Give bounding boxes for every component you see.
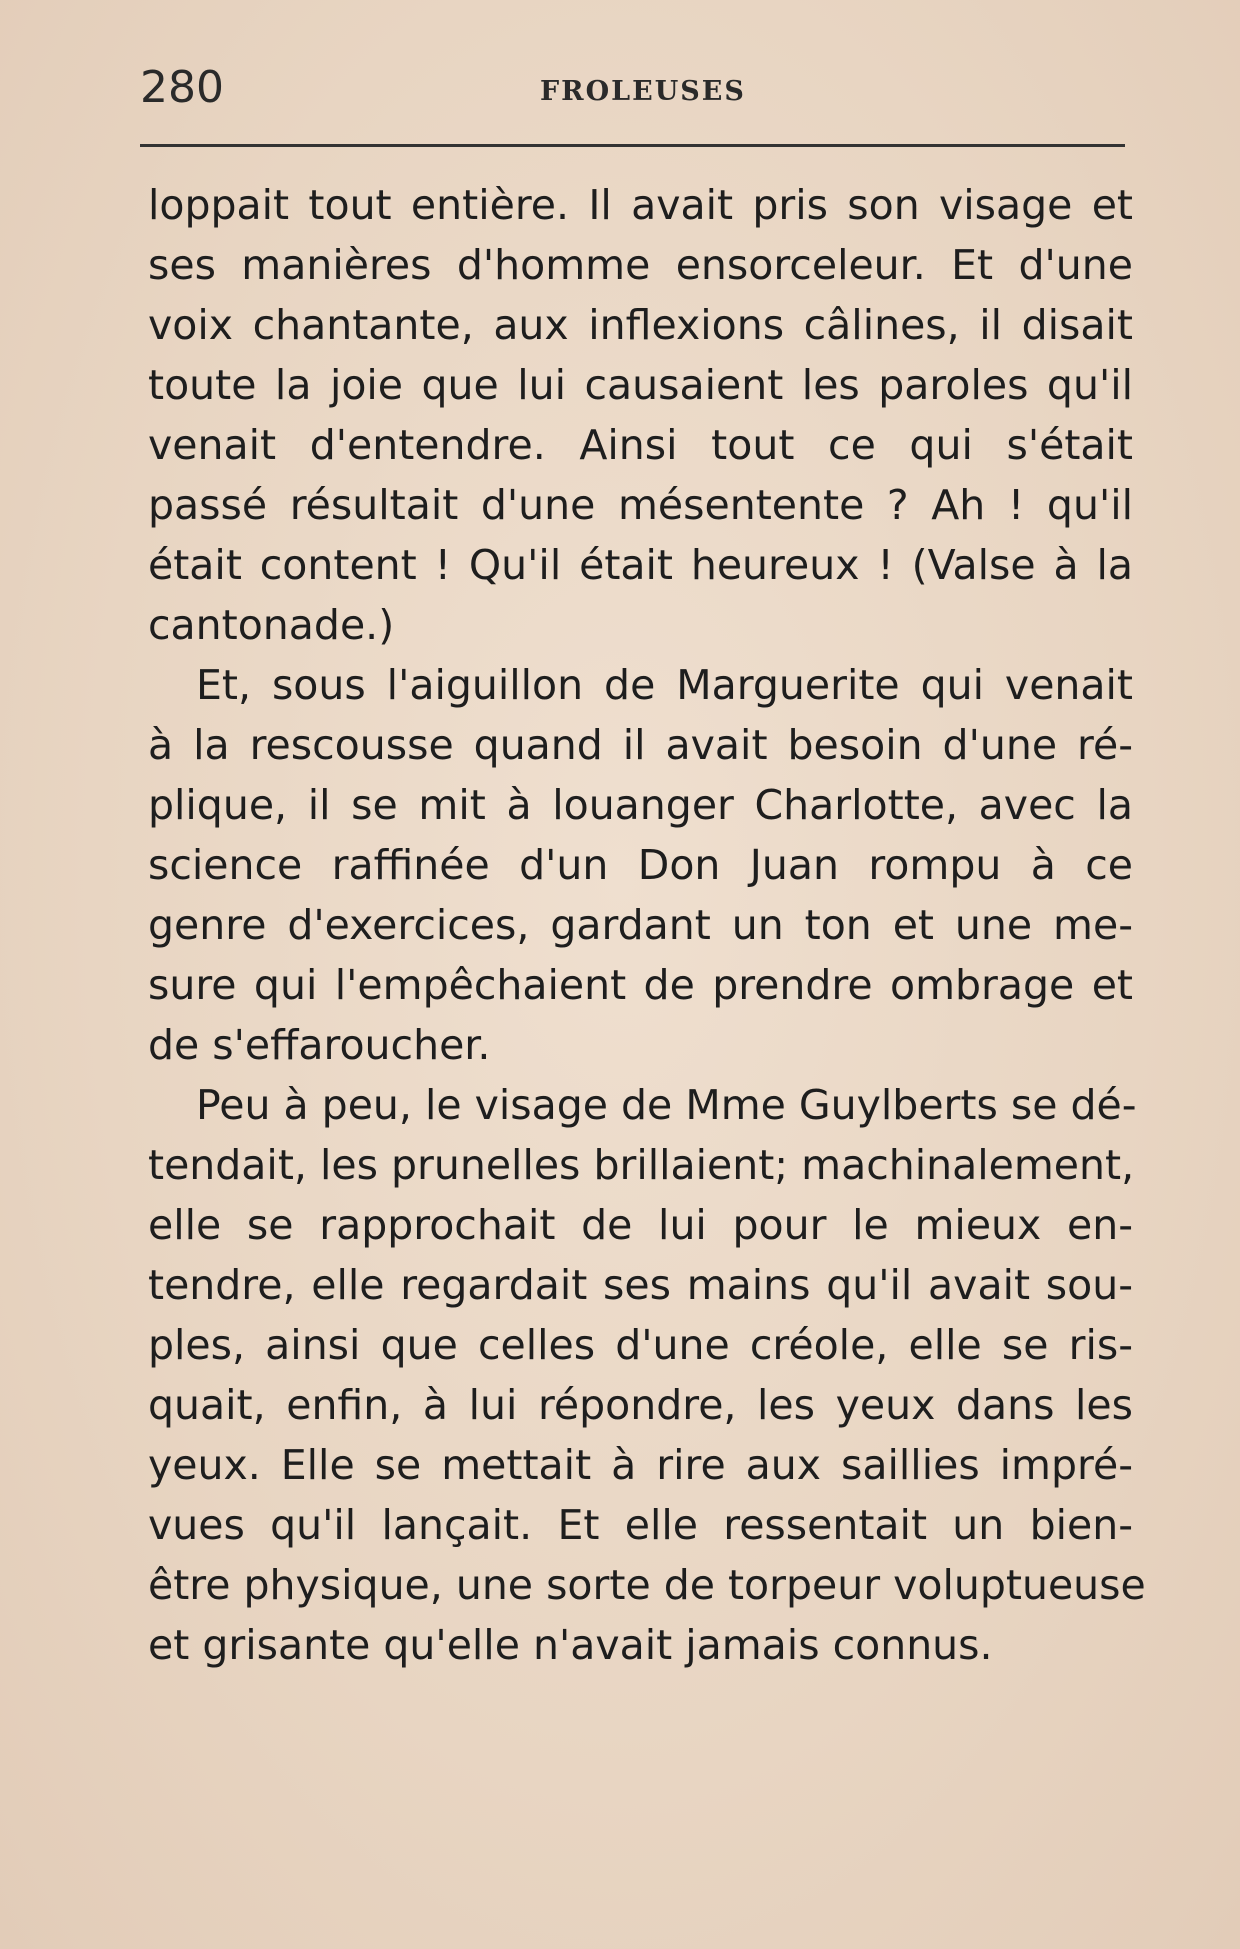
text-line: était content ! Qu'il était heureux ! (Valse à la [148, 541, 1133, 589]
text-line: à la rescousse quand il avait besoin d'une ré- [148, 721, 1133, 769]
header-rule [140, 144, 1125, 147]
text-line: genre d'exercices, gardant un ton et une me- [148, 901, 1133, 949]
text-line: cantonade.) [148, 601, 395, 649]
text-line: être physique, une sorte de torpeur voluptueuse [148, 1561, 1146, 1609]
text-line: sure qui l'empêchaient de prendre ombrage et [148, 961, 1133, 1009]
text-line: Peu à peu, le visage de Mme Guylberts se dé- [196, 1081, 1137, 1129]
text-line: loppait tout entière. Il avait pris son visage et [148, 181, 1133, 229]
text-line: quait, enfin, à lui répondre, les yeux dans les [148, 1381, 1133, 1429]
page-number: 280 [140, 62, 224, 113]
text-line: toute la joie que lui causaient les paroles qu'il [148, 361, 1133, 409]
text-line: voix chantante, aux inflexions câlines, il disait [148, 301, 1133, 349]
text-line: plique, il se mit à louanger Charlotte, avec la [148, 781, 1133, 829]
text-line: de s'effaroucher. [148, 1021, 491, 1069]
text-line: vues qu'il lançait. Et elle ressentait un bien- [148, 1501, 1133, 1549]
text-line: venait d'entendre. Ainsi tout ce qui s'était [148, 421, 1133, 469]
text-line: elle se rapprochait de lui pour le mieux en- [148, 1201, 1133, 1249]
text-line: science raffinée d'un Don Juan rompu à ce [148, 841, 1133, 889]
page-header [140, 62, 1130, 122]
text-line: Et, sous l'aiguillon de Marguerite qui venait [196, 661, 1133, 709]
text-line: passé résultait d'une mésentente ? Ah ! qu'il [148, 481, 1133, 529]
text-line: tendre, elle regardait ses mains qu'il avait sou- [148, 1261, 1133, 1309]
text-line: et grisante qu'elle n'avait jamais connus. [148, 1621, 993, 1669]
running-title: FROLEUSES [540, 76, 746, 107]
text-line: ses manières d'homme ensorceleur. Et d'une [148, 241, 1133, 289]
text-line: ples, ainsi que celles d'une créole, elle se ris- [148, 1321, 1133, 1369]
text-line: tendait, les prunelles brillaient; machinalement, [148, 1141, 1135, 1189]
body-text [148, 175, 1146, 1675]
text-line: yeux. Elle se mettait à rire aux saillies impré- [148, 1441, 1133, 1489]
